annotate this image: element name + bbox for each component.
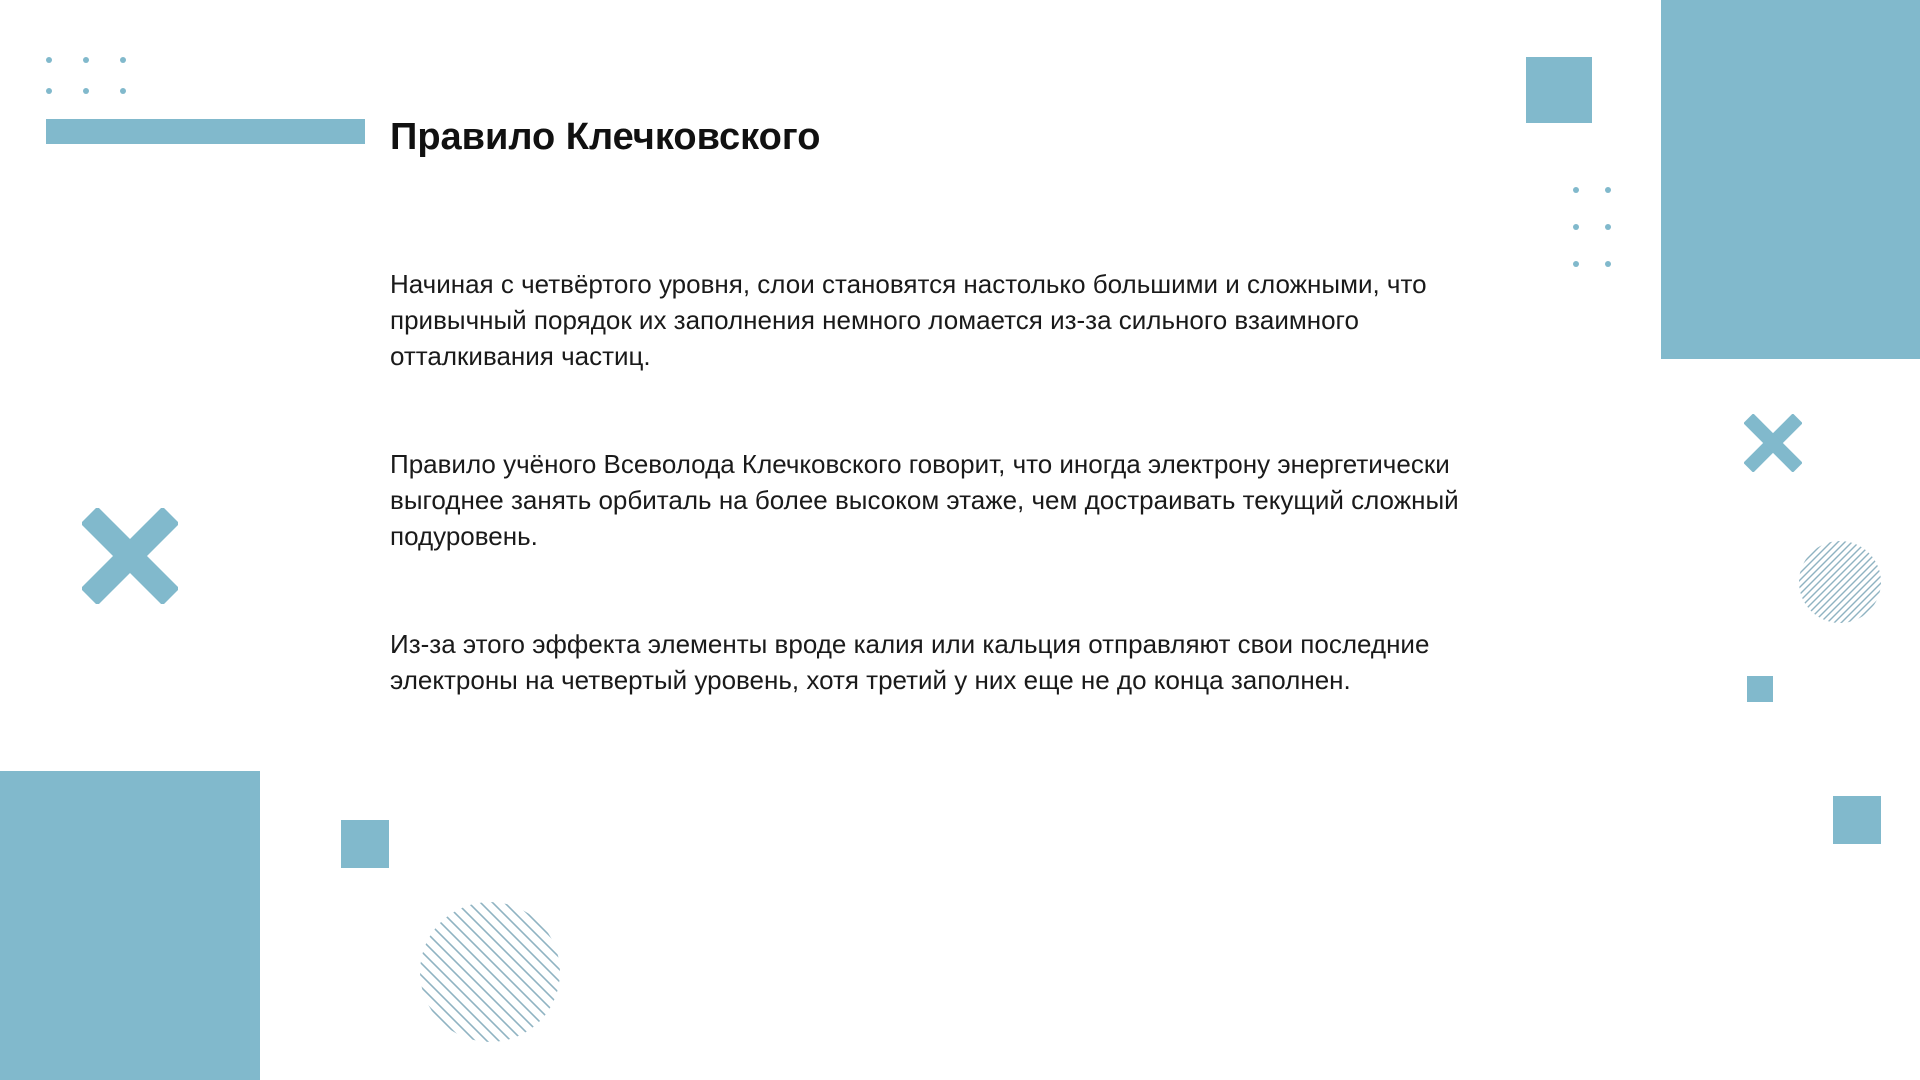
paragraph-1: Начиная с четвёртого уровня, слои становятся настолько большими и сложными, что привычный порядок их заполнения немного ломается из-за сильного взаимного отталкивания частиц. xyxy=(390,269,1427,371)
slide-title: Правило Клечковского xyxy=(390,116,821,158)
cross-shape-right xyxy=(1744,414,1802,472)
accent-square-bottom-left xyxy=(341,820,389,868)
hatched-circle-right xyxy=(1798,540,1882,624)
cross-shape-left xyxy=(82,508,178,604)
paragraph-3: Из-за этого эффекта элементы вроде калия или кальция отправляют свои последние электроны на четвертый уровень, хотя третий у них еще не до конца заполнен. xyxy=(390,629,1430,695)
accent-square-small-right xyxy=(1747,676,1773,702)
accent-block-top-right xyxy=(1661,0,1920,359)
accent-square-top-right xyxy=(1526,57,1592,123)
dots-pattern-top-left xyxy=(46,57,132,97)
dots-pattern-right xyxy=(1573,187,1613,267)
accent-bar-top-left xyxy=(46,119,365,144)
hatched-circle-bottom-left xyxy=(418,900,562,1044)
paragraph-2: Правило учёного Всеволода Клечковского говорит, что иногда электрону энергетически выгоднее занять орбиталь на более высоком этаже, чем достраивать текущий сложный подуровень. xyxy=(390,449,1459,551)
accent-block-bottom-left xyxy=(0,771,260,1080)
accent-square-bottom-right xyxy=(1833,796,1881,844)
